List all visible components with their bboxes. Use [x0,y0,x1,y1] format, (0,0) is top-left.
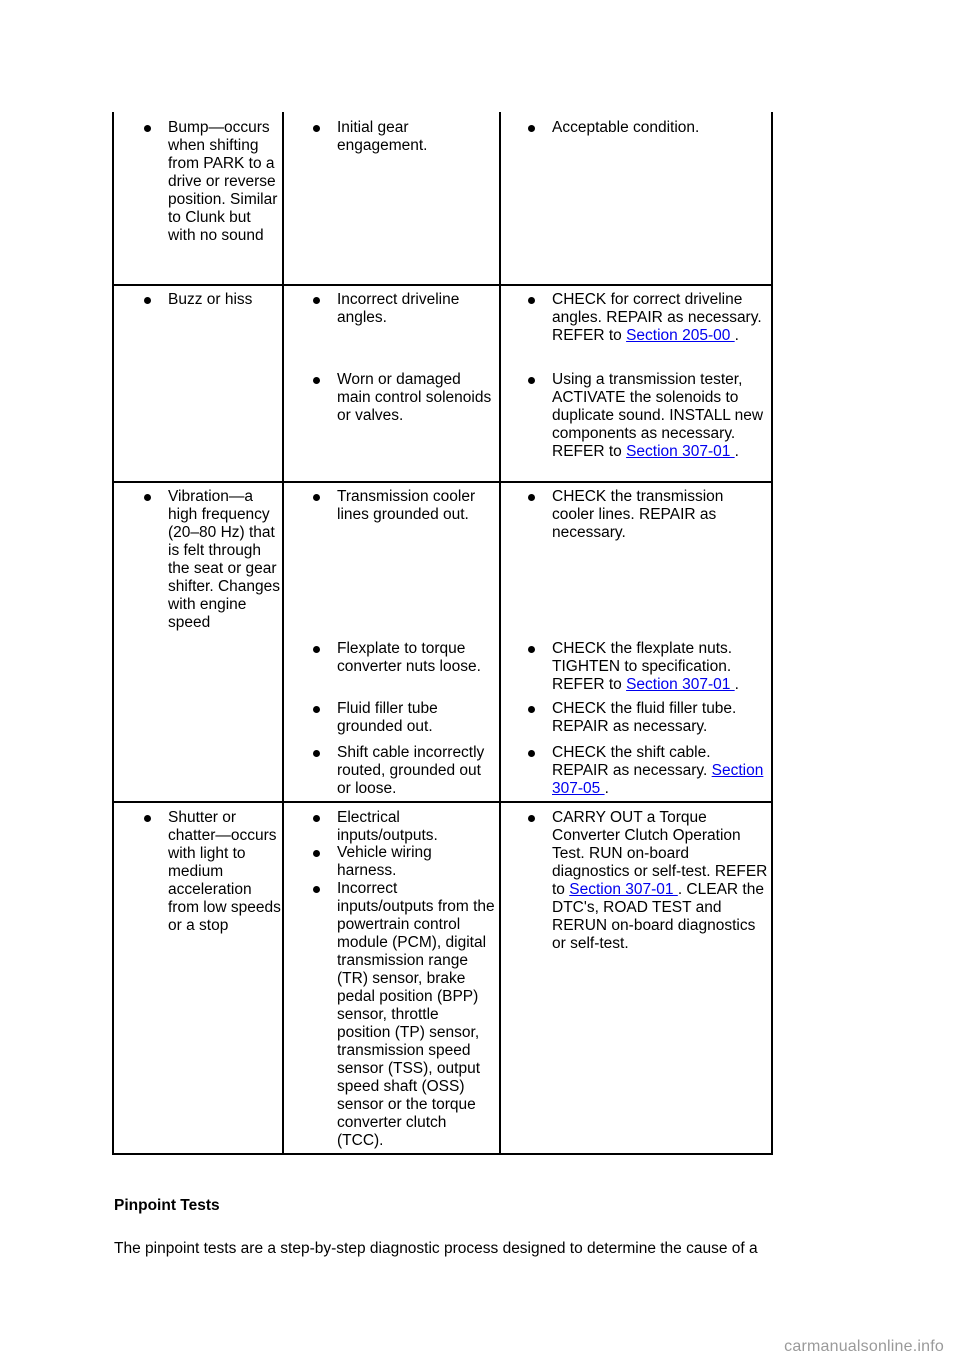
section-link[interactable]: Section 205-00 [626,327,735,344]
cause-item [313,700,495,736]
action-suffix: . CLEAR the DTC's, ROAD TEST and RERUN on-board diagnostics or self-test. [552,881,764,952]
action-suffix: . [604,780,609,797]
action-suffix: . [734,676,739,693]
cause-item [313,880,495,1150]
symptom-cell [144,119,282,245]
column-divider-2 [499,112,501,1155]
section-heading: Pinpoint Tests [114,1197,220,1214]
action-item [528,640,768,694]
symptom-text: Buzz or hiss [168,291,253,308]
cause-item [313,119,495,155]
action-item [528,809,768,953]
action-text: CHECK the transmission cooler lines. REPAIR as necessary. [552,488,724,541]
cause-text: Initial gear engagement. [337,119,428,154]
symptom-text: Bump—occurs when shifting from PARK to a drive or reverse position. Similar to Clunk but with no sound [168,119,278,244]
section-paragraph: The pinpoint tests are a step-by-step diagnostic process designed to determine the cause of a [114,1240,758,1257]
action-text: CHECK the fluid filler tube. REPAIR as necessary. [552,700,737,735]
row-divider-2 [112,481,773,483]
cause-text: Electrical inputs/outputs. [337,809,438,844]
action-suffix: . [734,327,739,344]
section-link[interactable]: Section 307-01 [569,881,678,898]
symptom-cell [144,809,282,935]
action-item [528,488,768,542]
cause-item [313,371,495,425]
row-divider-3 [112,801,773,803]
action-text: CHECK the shift cable. REPAIR as necessary. [552,744,712,779]
cause-text: Incorrect inputs/outputs from the powertrain control module (PCM), digital transmission range (TR) sensor, brake pedal position (BPP) sensor, throttle position (TP) sensor, transmission speed sensor (TSS), output speed shaft (OSS) sensor or the torque converter clutch (TCC). [337,880,495,1149]
section-link[interactable]: Section 307-01 [626,676,735,693]
cause-text: Flexplate to torque converter nuts loose. [337,640,481,675]
column-divider-1 [282,112,284,1155]
cause-item [313,744,495,798]
symptom-cell [144,291,282,309]
cause-item [313,844,495,880]
action-item [528,700,768,736]
cause-text: Shift cable incorrectly routed, grounded out or loose. [337,744,485,797]
section-link[interactable]: Section 307-01 [626,443,735,460]
action-text: CARRY OUT a Torque Converter Clutch Operation Test. RUN on-board diagnostics or self-test. REFER to [552,809,768,898]
symptom-text: Vibration—a high frequency (20–80 Hz) that is felt through the seat or gear shifter. Changes with engine speed [168,488,281,631]
cause-item [313,640,495,676]
symptom-cell [144,488,282,632]
action-text: Using a transmission tester, ACTIVATE the solenoids to duplicate sound. INSTALL new components as necessary. REFER to [552,371,764,460]
action-suffix: . [734,443,739,460]
action-text: CHECK the flexplate nuts. TIGHTEN to specification. REFER to [552,640,733,693]
cause-text: Transmission cooler lines grounded out. [337,488,476,523]
cause-text: Incorrect driveline angles. [337,291,460,326]
cause-item [313,291,495,327]
section-link[interactable]: Section 307-05 [552,762,764,797]
site-watermark: carmanualsonline.info [784,1338,944,1355]
action-text: Acceptable condition. [552,119,700,136]
action-text: CHECK for correct driveline angles. REPAIR as necessary. REFER to [552,291,762,344]
row-divider-1 [112,284,773,286]
cause-text: Worn or damaged main control solenoids or valves. [337,371,492,424]
action-item [528,119,768,137]
action-item [528,371,771,461]
symptom-text: Shutter or chatter—occurs with light to medium acceleration from low speeds or a stop [168,809,281,934]
cause-text: Vehicle wiring harness. [337,844,432,879]
cause-item [313,809,495,845]
cause-text: Fluid filler tube grounded out. [337,700,438,735]
cause-item [313,488,495,524]
action-item [528,291,771,345]
action-item [528,744,768,798]
